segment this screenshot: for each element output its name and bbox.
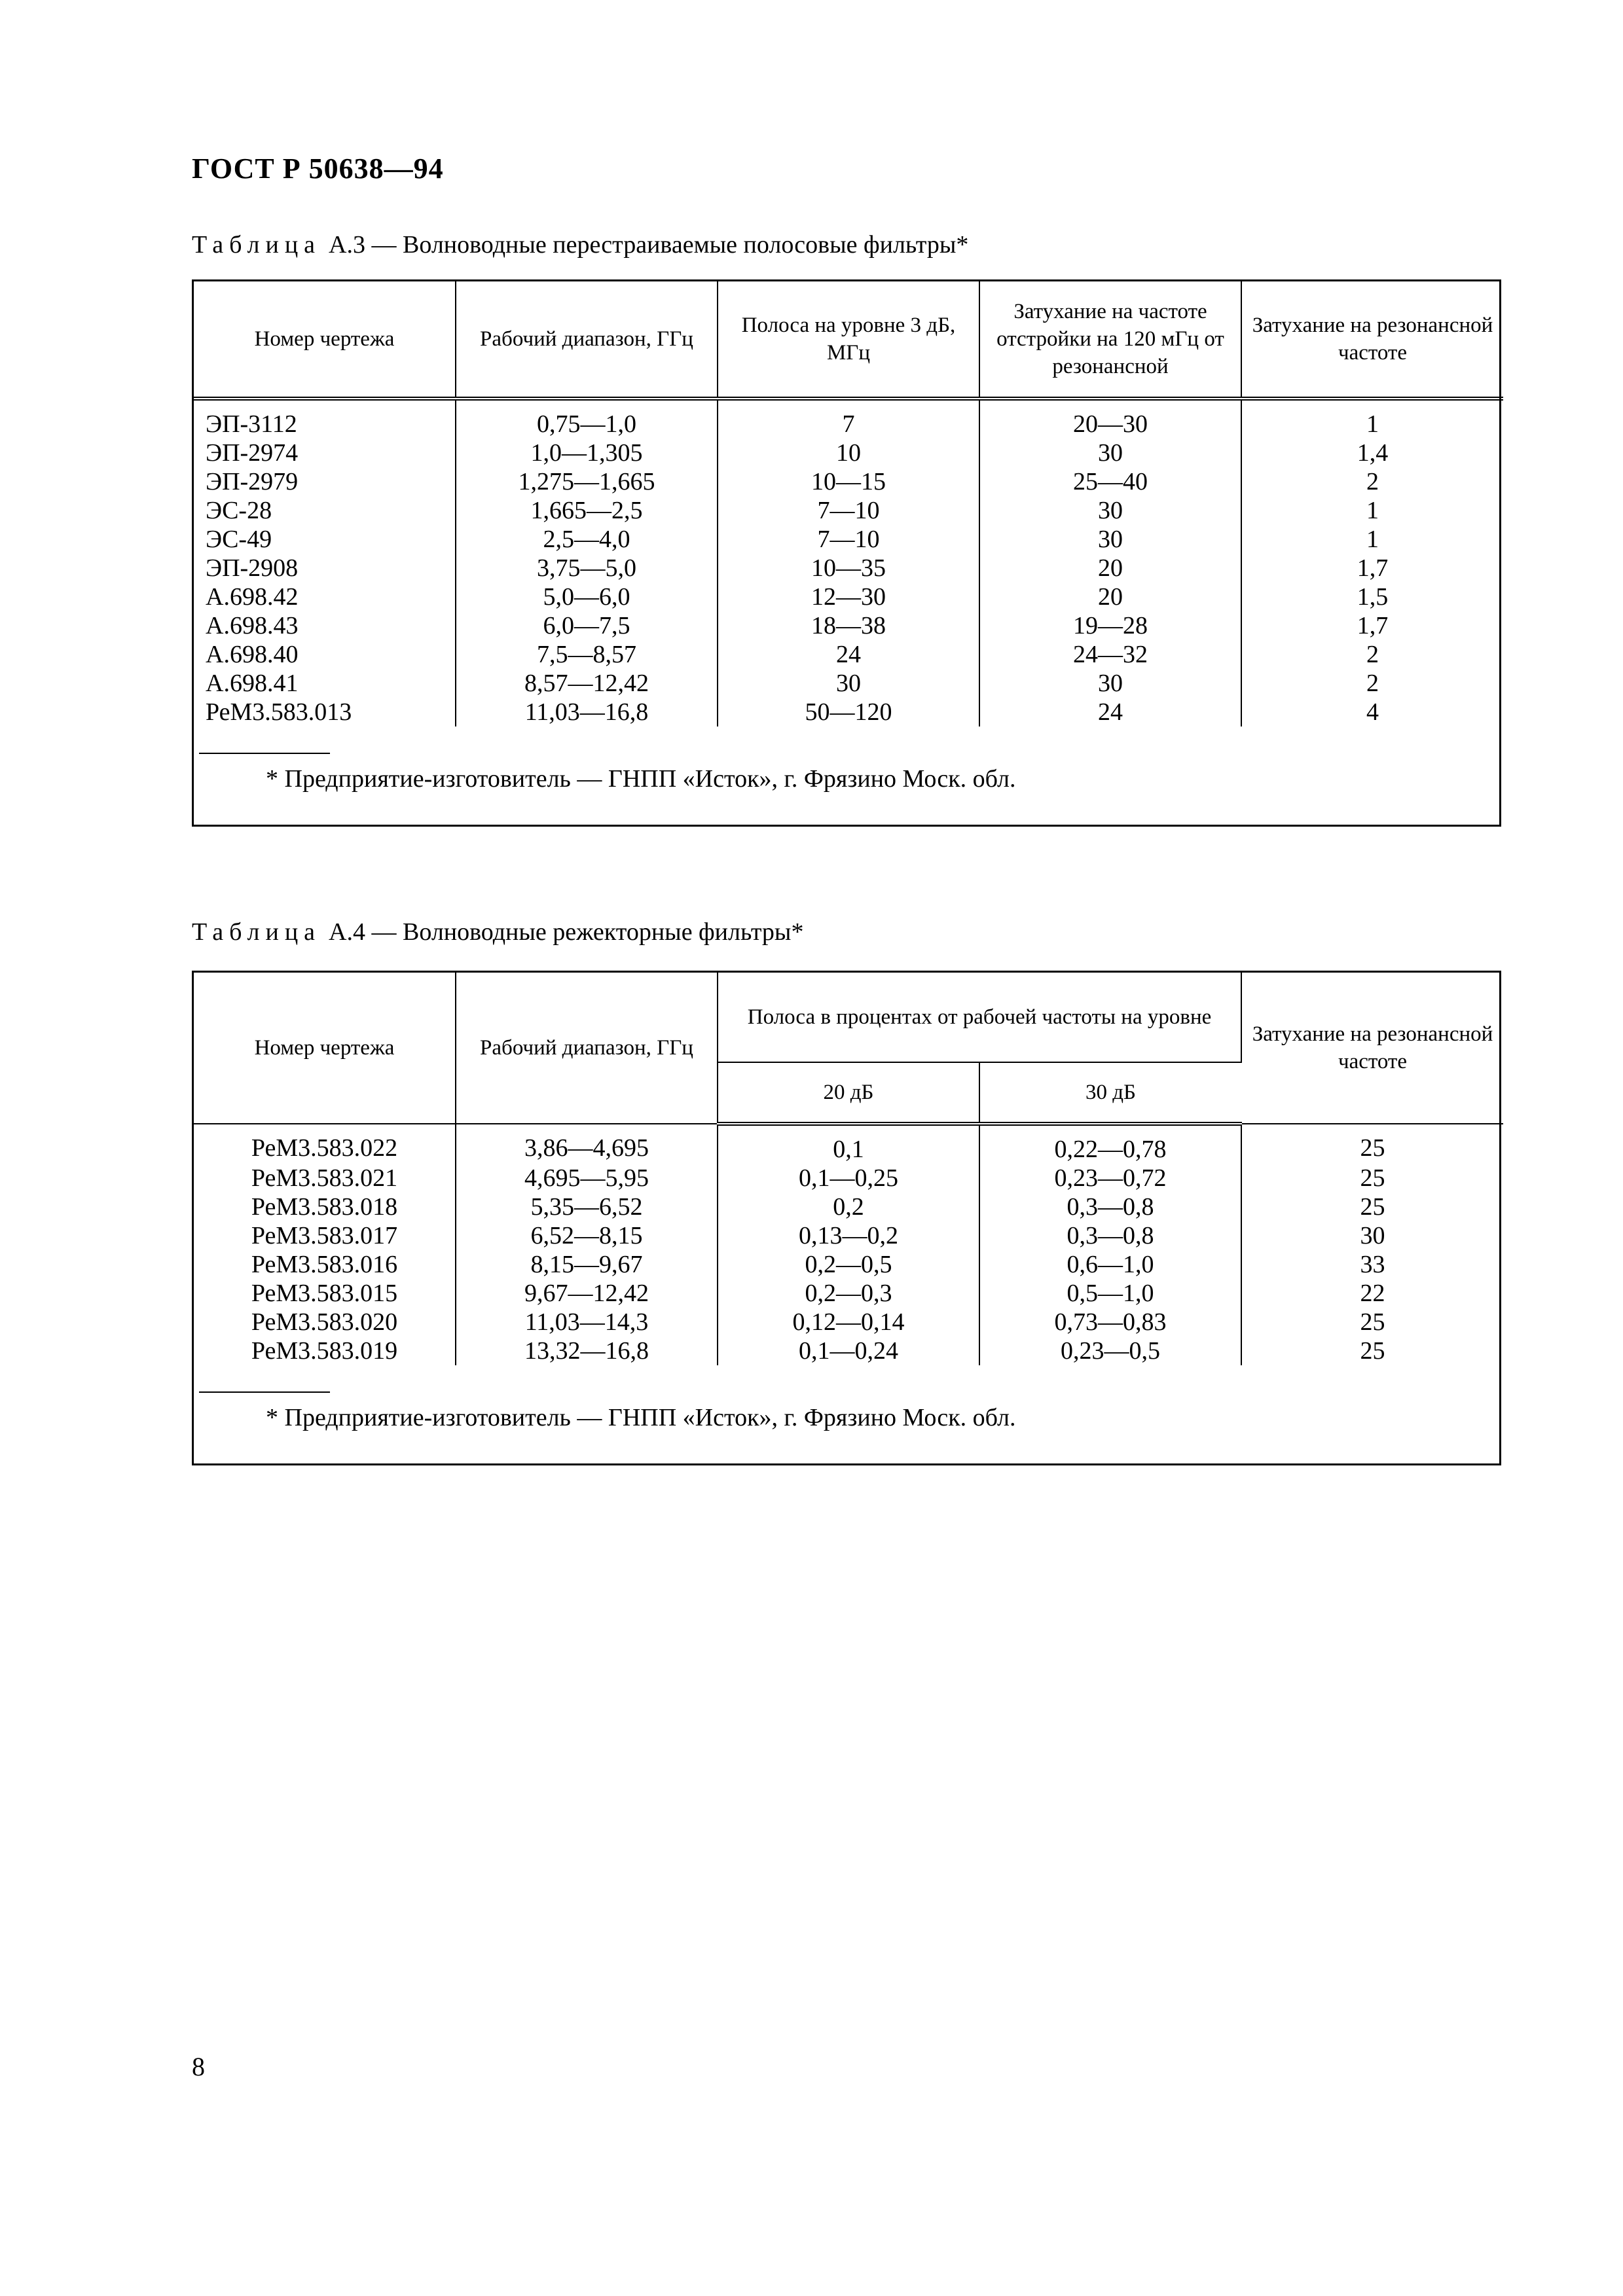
table-cell: 1 (1366, 410, 1379, 438)
table-cell: 2,5—4,0 (456, 525, 718, 554)
table-a4-footnote-text: * Предприятие-изготовитель — ГНПП «Исток», г. Фрязино Моск. обл. (266, 1404, 1016, 1431)
table-a3-caption-label: Таблица (192, 231, 321, 259)
table-a4-header-drawing-number: Номер чертежа (194, 973, 456, 1124)
table-cell: 33 (1360, 1251, 1385, 1278)
table-cell: 24 (979, 698, 1241, 726)
table-cell: 19—28 (979, 611, 1241, 640)
table-cell: 13,32—16,8 (456, 1336, 718, 1365)
table-cell: 30 (1360, 1222, 1385, 1249)
table-cell: 50—120 (718, 698, 979, 726)
table-cell: 8,57—12,42 (456, 669, 718, 698)
table-cell: 0,5—1,0 (979, 1279, 1241, 1308)
table-cell: 0,2 (718, 1193, 979, 1221)
table-cell: 10—35 (718, 554, 979, 583)
table-cell: 24—32 (979, 640, 1241, 669)
table-cell: 30 (979, 439, 1241, 467)
table-cell: 0,22—0,78 (979, 1124, 1241, 1164)
table-cell: 1,0—1,305 (456, 439, 718, 467)
table-cell: РеМ3.583.019 (194, 1336, 456, 1365)
table-cell: 10—15 (718, 467, 979, 496)
table-cell: 9,67—12,42 (456, 1279, 718, 1308)
table-cell: ЭП-2979 (194, 467, 456, 496)
table-a3-caption-text: А.3 — Волноводные перестраиваемые полосовые фильтры* (329, 231, 969, 259)
table-cell: А.698.41 (194, 669, 456, 698)
table-cell: 6,52—8,15 (456, 1221, 718, 1250)
table-cell: 25 (1360, 1134, 1385, 1162)
table-row (194, 611, 1503, 640)
table-cell: РеМ3.583.015 (194, 1279, 456, 1308)
table-cell: 1,4 (1357, 439, 1389, 467)
table-a4-footnote (194, 1365, 1499, 1463)
table-a3 (192, 279, 1501, 827)
table-cell: 2 (1366, 670, 1379, 697)
table-row (194, 467, 1503, 496)
table-row (194, 669, 1503, 698)
table-cell: 1,7 (1357, 554, 1389, 582)
table-a4-caption (192, 918, 803, 946)
table-row (194, 1336, 1503, 1365)
table-cell: 0,23—0,5 (979, 1336, 1241, 1365)
table-row (194, 1193, 1503, 1221)
table-cell: А.698.40 (194, 640, 456, 669)
table-row (194, 399, 1503, 439)
table-cell: 7,5—8,57 (456, 640, 718, 669)
table-cell: 20 (979, 583, 1241, 611)
table-row (194, 1308, 1503, 1336)
table-cell: 2 (1366, 641, 1379, 668)
table-cell: ЭП-2974 (194, 439, 456, 467)
table-cell: ЭС-28 (194, 496, 456, 525)
table-cell: 7 (718, 399, 979, 439)
table-a4-header-band-group: Полоса в процентах от рабочей частоты на уровне (718, 973, 1241, 1062)
table-cell: 11,03—16,8 (456, 698, 718, 726)
table-cell: 30 (979, 669, 1241, 698)
footnote-divider (199, 1391, 330, 1393)
table-cell: 0,6—1,0 (979, 1250, 1241, 1279)
table-a4 (192, 971, 1501, 1465)
table-cell: 1 (1366, 526, 1379, 553)
table-cell: 3,75—5,0 (456, 554, 718, 583)
table-row (194, 554, 1503, 583)
table-cell: 7—10 (718, 525, 979, 554)
table-a4-header-range: Рабочий диапазон, ГГц (456, 973, 718, 1124)
table-cell: 30 (979, 496, 1241, 525)
table-row (194, 1221, 1503, 1250)
table-a4-grid (194, 973, 1503, 1365)
table-cell: 0,73—0,83 (979, 1308, 1241, 1336)
table-row (194, 583, 1503, 611)
table-cell: 11,03—14,3 (456, 1308, 718, 1336)
table-cell: 0,1—0,25 (718, 1164, 979, 1193)
table-cell: 6,0—7,5 (456, 611, 718, 640)
table-cell: ЭП-3112 (194, 399, 456, 439)
table-a4-header-band-20db: 20 дБ (718, 1062, 979, 1124)
table-cell: 25 (1360, 1308, 1385, 1336)
table-a3-header-resonant-attenuation: Затухание на резонансной частоте (1241, 281, 1503, 399)
table-a3-header-bandwidth: Полоса на уровне 3 дБ, МГц (718, 281, 979, 399)
table-row (194, 698, 1503, 726)
table-cell: 8,15—9,67 (456, 1250, 718, 1279)
table-cell: 0,12—0,14 (718, 1308, 979, 1336)
table-cell: 10 (718, 439, 979, 467)
table-cell: 0,23—0,72 (979, 1164, 1241, 1193)
table-cell: РеМ3.583.020 (194, 1308, 456, 1336)
table-cell: 30 (718, 669, 979, 698)
table-a3-footnote-text: * Предприятие-изготовитель — ГНПП «Исток», г. Фрязино Моск. обл. (266, 765, 1016, 793)
table-cell: 22 (1360, 1280, 1385, 1307)
table-a4-body (194, 1124, 1503, 1365)
table-cell: 1 (1366, 497, 1379, 524)
table-cell: 5,35—6,52 (456, 1193, 718, 1221)
table-cell: 0,1 (718, 1124, 979, 1164)
table-cell: 4 (1366, 698, 1379, 726)
table-cell: РеМ3.583.017 (194, 1221, 456, 1250)
page-number: 8 (192, 2052, 205, 2081)
table-cell: 25 (1360, 1193, 1385, 1221)
table-cell: А.698.43 (194, 611, 456, 640)
table-row (194, 1279, 1503, 1308)
table-cell: 25 (1360, 1164, 1385, 1192)
table-row (194, 496, 1503, 525)
table-a3-body (194, 399, 1503, 726)
table-a3-header-range: Рабочий диапазон, ГГц (456, 281, 718, 399)
table-cell: 0,1—0,24 (718, 1336, 979, 1365)
table-a3-header-drawing-number: Номер чертежа (194, 281, 456, 399)
table-cell: 20 (979, 554, 1241, 583)
table-cell: РеМ3.583.018 (194, 1193, 456, 1221)
table-row (194, 525, 1503, 554)
table-cell: РеМ3.583.022 (194, 1124, 456, 1164)
table-a4-caption-label: Таблица (192, 918, 321, 946)
footnote-divider (199, 753, 330, 754)
table-cell: 20—30 (979, 399, 1241, 439)
table-a3-caption (192, 230, 968, 259)
table-cell: 0,3—0,8 (979, 1193, 1241, 1221)
table-row (194, 1250, 1503, 1279)
table-cell: 3,86—4,695 (456, 1124, 718, 1164)
table-row (194, 1164, 1503, 1193)
table-cell: РеМ3.583.016 (194, 1250, 456, 1279)
table-cell: 4,695—5,95 (456, 1164, 718, 1193)
table-cell: 25—40 (979, 467, 1241, 496)
table-a4-caption-text: А.4 — Волноводные режекторные фильтры* (329, 918, 804, 946)
table-cell: 0,13—0,2 (718, 1221, 979, 1250)
table-cell: 18—38 (718, 611, 979, 640)
table-cell: 7—10 (718, 496, 979, 525)
table-cell: 25 (1360, 1337, 1385, 1365)
table-a4-header-band-30db: 30 дБ (979, 1062, 1241, 1124)
table-cell: 1,5 (1357, 583, 1389, 611)
table-cell: 1,7 (1357, 612, 1389, 639)
table-cell: 24 (718, 640, 979, 669)
table-cell: 0,75—1,0 (456, 399, 718, 439)
table-cell: 0,3—0,8 (979, 1221, 1241, 1250)
table-cell: 0,2—0,3 (718, 1279, 979, 1308)
table-a4-header-resonant-attenuation: Затухание на резонансной частоте (1241, 973, 1503, 1124)
table-cell: РеМ3.583.013 (194, 698, 456, 726)
table-cell: 1,275—1,665 (456, 467, 718, 496)
table-cell: ЭП-2908 (194, 554, 456, 583)
table-cell: РеМ3.583.021 (194, 1164, 456, 1193)
table-a3-footnote (194, 726, 1499, 825)
table-row (194, 1124, 1503, 1164)
table-cell: ЭС-49 (194, 525, 456, 554)
table-cell: 2 (1366, 468, 1379, 495)
table-a3-grid (194, 281, 1503, 726)
table-row (194, 640, 1503, 669)
table-a3-header-detuning-attenuation: Затухание на частоте отстройки на 120 мГц от резонансной (979, 281, 1241, 399)
table-row (194, 439, 1503, 467)
table-cell: 12—30 (718, 583, 979, 611)
table-cell: 0,2—0,5 (718, 1250, 979, 1279)
table-cell: 5,0—6,0 (456, 583, 718, 611)
table-cell: 1,665—2,5 (456, 496, 718, 525)
document-header: ГОСТ Р 50638—94 (192, 152, 444, 185)
table-cell: А.698.42 (194, 583, 456, 611)
table-cell: 30 (979, 525, 1241, 554)
